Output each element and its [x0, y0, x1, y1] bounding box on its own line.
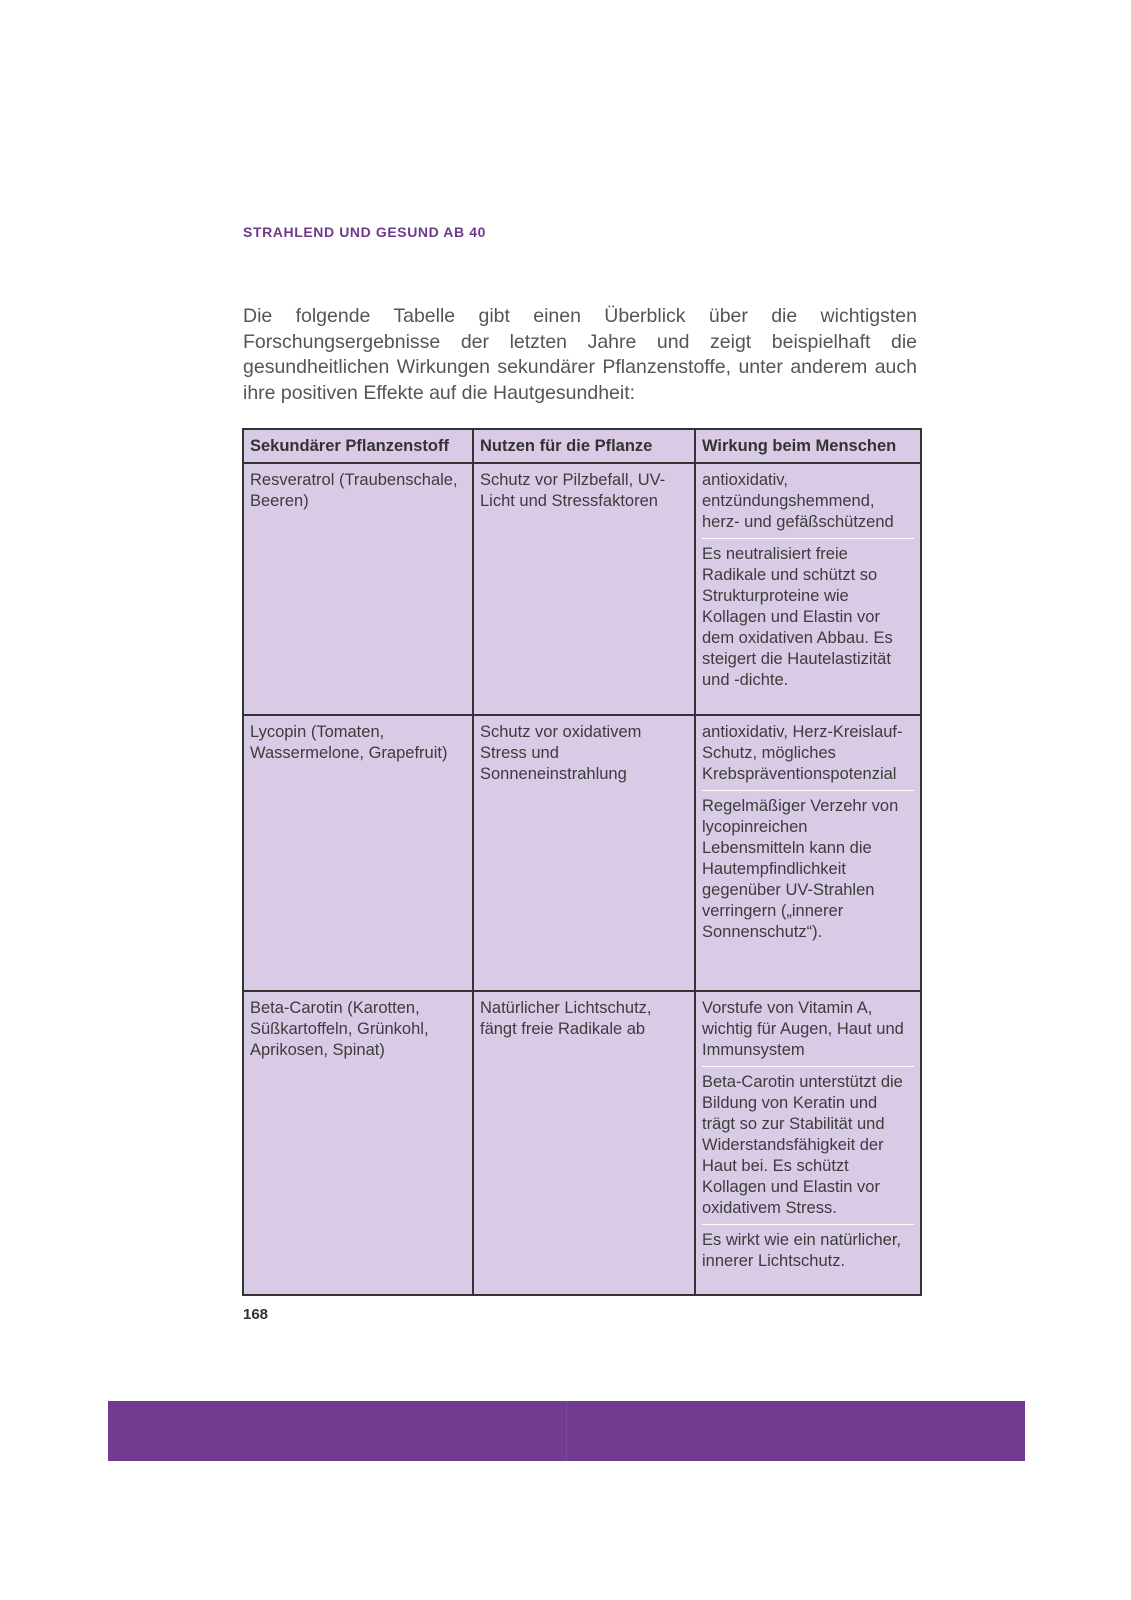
page-number: 168: [243, 1306, 269, 1323]
cell-human-effect: [695, 715, 921, 991]
header-substance: Sekundärer Pflanzenstoff: [243, 429, 473, 463]
effect-detail: Es neutralisiert freie Radikale und schützt so Strukturproteine wie Kollagen und Elastin vor dem oxidativen Abbau. Es steigert die Hautelastizität und -dichte.: [702, 538, 914, 691]
running-head: STRAHLEND UND GESUND AB 40: [243, 224, 486, 240]
table-row: [243, 463, 921, 715]
intro-paragraph: Die folgende Tabelle gibt einen Überblick über die wichtigsten Forschungsergebnisse der letzten Jahre und zeigt beispielhaft die gesundheitlichen Wirkungen sekundärer Pflanzenstoffe, unter anderem auch ihre positiven Effekte auf die Hautgesundheit:: [243, 305, 917, 404]
effect-summary: antioxidativ, entzündungshemmend, herz- und gefäßschützend: [702, 471, 894, 531]
footer-bar-divider: [566, 1401, 567, 1461]
effect-summary: antioxidativ, Herz-Kreislauf-Schutz, mögliches Krebspräventionspotenzial: [702, 723, 903, 783]
table-row: [243, 991, 921, 1295]
cell-substance: Lycopin (Tomaten, Wassermelone, Grapefruit): [243, 715, 473, 991]
effect-detail: Regelmäßiger Verzehr von lycopinreichen Lebensmitteln kann die Hautempfindlichkeit gegenüber UV-Strahlen verringern („innerer Sonnenschutz“).: [702, 790, 914, 943]
cell-human-effect: [695, 991, 921, 1295]
effect-detail: Beta-Carotin unterstützt die Bildung von Keratin und trägt so zur Stabilität und Widerstandsfähigkeit der Haut bei. Es schützt Kollagen und Elastin vor oxidativem Stress.: [702, 1066, 914, 1219]
header-plant-benefit: Nutzen für die Pflanze: [473, 429, 695, 463]
table-row: [243, 715, 921, 991]
cell-plant-benefit: Schutz vor Pilzbefall, UV-Licht und Stressfaktoren: [473, 463, 695, 715]
cell-plant-benefit: Schutz vor oxidativem Stress und Sonneneinstrahlung: [473, 715, 695, 991]
header-human-effect: Wirkung beim Menschen: [695, 429, 921, 463]
table-header-row: [243, 429, 921, 463]
effect-note: Es wirkt wie ein natürlicher, innerer Lichtschutz.: [702, 1224, 914, 1272]
cell-human-effect: [695, 463, 921, 715]
cell-substance: Beta-Carotin (Karotten, Süßkartoffeln, Grünkohl, Aprikosen, Spinat): [243, 991, 473, 1295]
footer-color-bar: [108, 1401, 1025, 1461]
phytochemicals-table: [242, 428, 922, 1296]
cell-substance: Resveratrol (Traubenschale, Beeren): [243, 463, 473, 715]
cell-plant-benefit: Natürlicher Lichtschutz, fängt freie Radikale ab: [473, 991, 695, 1295]
effect-summary: Vorstufe von Vitamin A, wichtig für Augen, Haut und Immunsystem: [702, 999, 904, 1059]
